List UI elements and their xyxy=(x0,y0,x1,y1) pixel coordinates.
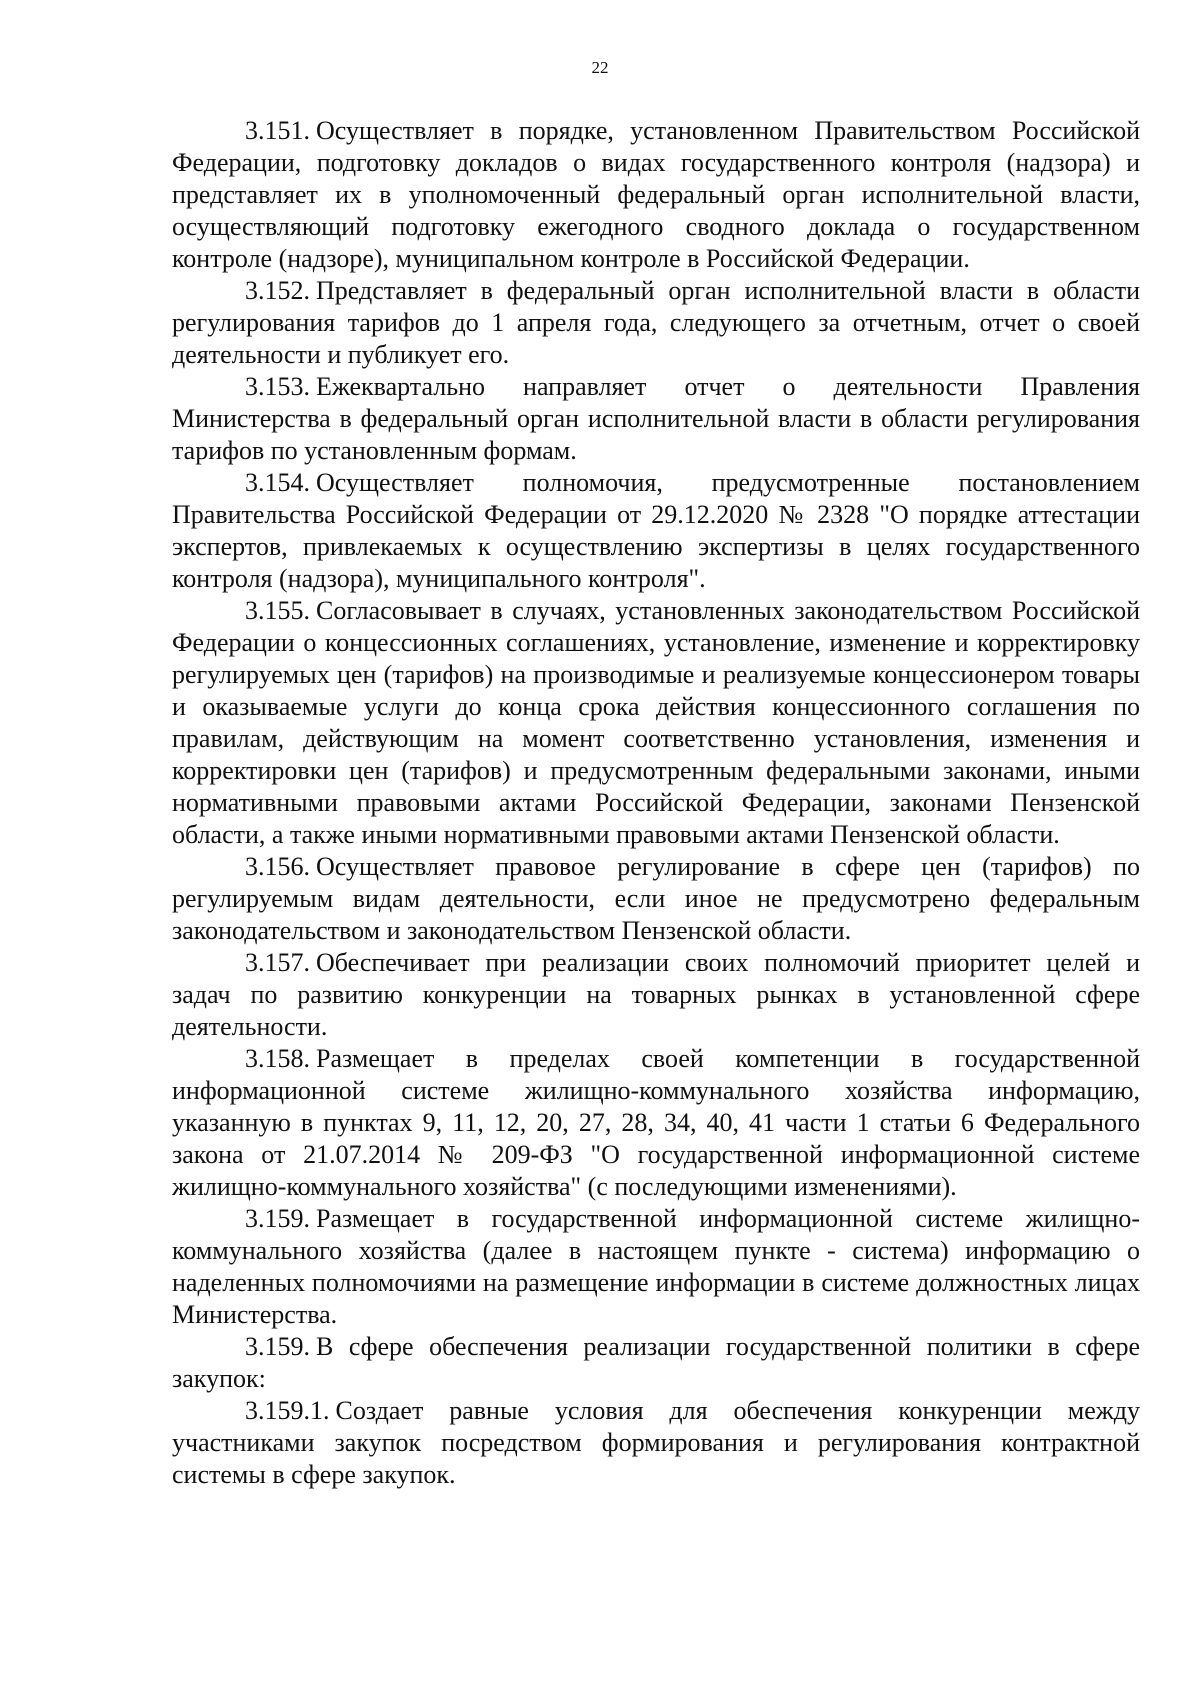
paragraph-text: Размещает в пределах своей компетенции в государственной информационной системе жилищно-коммунального хозяйства информацию, указанную в пунктах 9, 11, 12, 20, 27, 28, 34, 40, 41 части 1 статьи 6 Федерального закона от 21.07.2014 № 209-ФЗ "О государственной информационной системе жилищно-коммунального хозяйства" (с последующими изменениями). xyxy=(172,1044,1140,1201)
page-number: 22 xyxy=(591,58,609,77)
paragraph-text: Размещает в государственной информационной системе жилищно-коммунального хозяйства (далее в настоящем пункте - система) информацию о наделенных полномочиями на размещение информации в системе должностных лицах Министерства. xyxy=(172,1204,1140,1329)
paragraph-number: 3.151. xyxy=(245,116,310,145)
paragraph-text: Осуществляет полномочия, предусмотренные постановлением Правительства Российской Федерации от 29.12.2020 № 2328 "О порядке аттестации экспертов, привлекаемых к осуществлению экспертизы в целях государственного контроля (надзора), муниципального контроля". xyxy=(172,468,1140,593)
paragraph-text: Обеспечивает при реализации своих полномочий приоритет целей и задач по развитию конкуренции на товарных рынках в установленной сфере деятельности. xyxy=(172,948,1140,1041)
paragraph-number: 3.153. xyxy=(245,372,310,401)
paragraph-3-159-a xyxy=(172,1203,1140,1331)
document-body xyxy=(172,115,1140,1491)
paragraph-3-157 xyxy=(172,947,1140,1043)
paragraph-number: 3.157. xyxy=(245,948,310,977)
paragraph-3-159-1 xyxy=(172,1395,1140,1491)
paragraph-3-153 xyxy=(172,371,1140,467)
paragraph-number: 3.159. xyxy=(245,1332,310,1361)
paragraph-text: Представляет в федеральный орган исполнительной власти в области регулирования тарифов до 1 апреля года, следующего за отчетным, отчет о своей деятельности и публикует его. xyxy=(172,276,1140,369)
paragraph-number: 3.155. xyxy=(245,596,310,625)
paragraph-number: 3.159.1. xyxy=(245,1396,330,1425)
paragraph-text: В сфере обеспечения реализации государственной политики в сфере закупок: xyxy=(172,1332,1140,1393)
paragraph-number: 3.152. xyxy=(245,276,310,305)
paragraph-3-159-b xyxy=(172,1331,1140,1395)
paragraph-text: Осуществляет в порядке, установленном Правительством Российской Федерации, подготовку докладов о видах государственного контроля (надзора) и представляет их в уполномоченный федеральный орган исполнительной власти, осуществляющий подготовку ежегодного сводного доклада о государственном контроле (надзоре), муниципальном контроле в Российской Федерации. xyxy=(172,116,1140,273)
paragraph-text: Осуществляет правовое регулирование в сфере цен (тарифов) по регулируемым видам деятельности, если иное не предусмотрено федеральным законодательством и законодательством Пензенской области. xyxy=(172,852,1140,945)
paragraph-text: Ежеквартально направляет отчет о деятельности Правления Министерства в федеральный орган исполнительной власти в области регулирования тарифов по установленным формам. xyxy=(172,372,1140,465)
paragraph-3-152 xyxy=(172,275,1140,371)
paragraph-number: 3.158. xyxy=(245,1044,310,1073)
paragraph-text: Создает равные условия для обеспечения конкуренции между участниками закупок посредством формирования и регулирования контрактной системы в сфере закупок. xyxy=(172,1396,1140,1489)
paragraph-3-155 xyxy=(172,595,1140,851)
paragraph-3-156 xyxy=(172,851,1140,947)
paragraph-3-158 xyxy=(172,1043,1140,1203)
paragraph-number: 3.156. xyxy=(245,852,310,881)
paragraph-number: 3.154. xyxy=(245,468,310,497)
paragraph-number: 3.159. xyxy=(245,1204,310,1233)
paragraph-text: Согласовывает в случаях, установленных законодательством Российской Федерации о концессионных соглашениях, установление, изменение и корректировку регулируемых цен (тарифов) на производимые и реализуемые концессионером товары и оказываемые услуги до конца срока действия концессионного соглашения по правилам, действующим на момент соответственно установления, изменения и корректировки цен (тарифов) и предусмотренным федеральными законами, иными нормативными правовыми актами Российской Федерации, законами Пензенской области, а также иными нормативными правовыми актами Пензенской области. xyxy=(172,596,1140,849)
paragraph-3-151 xyxy=(172,115,1140,275)
paragraph-3-154 xyxy=(172,467,1140,595)
